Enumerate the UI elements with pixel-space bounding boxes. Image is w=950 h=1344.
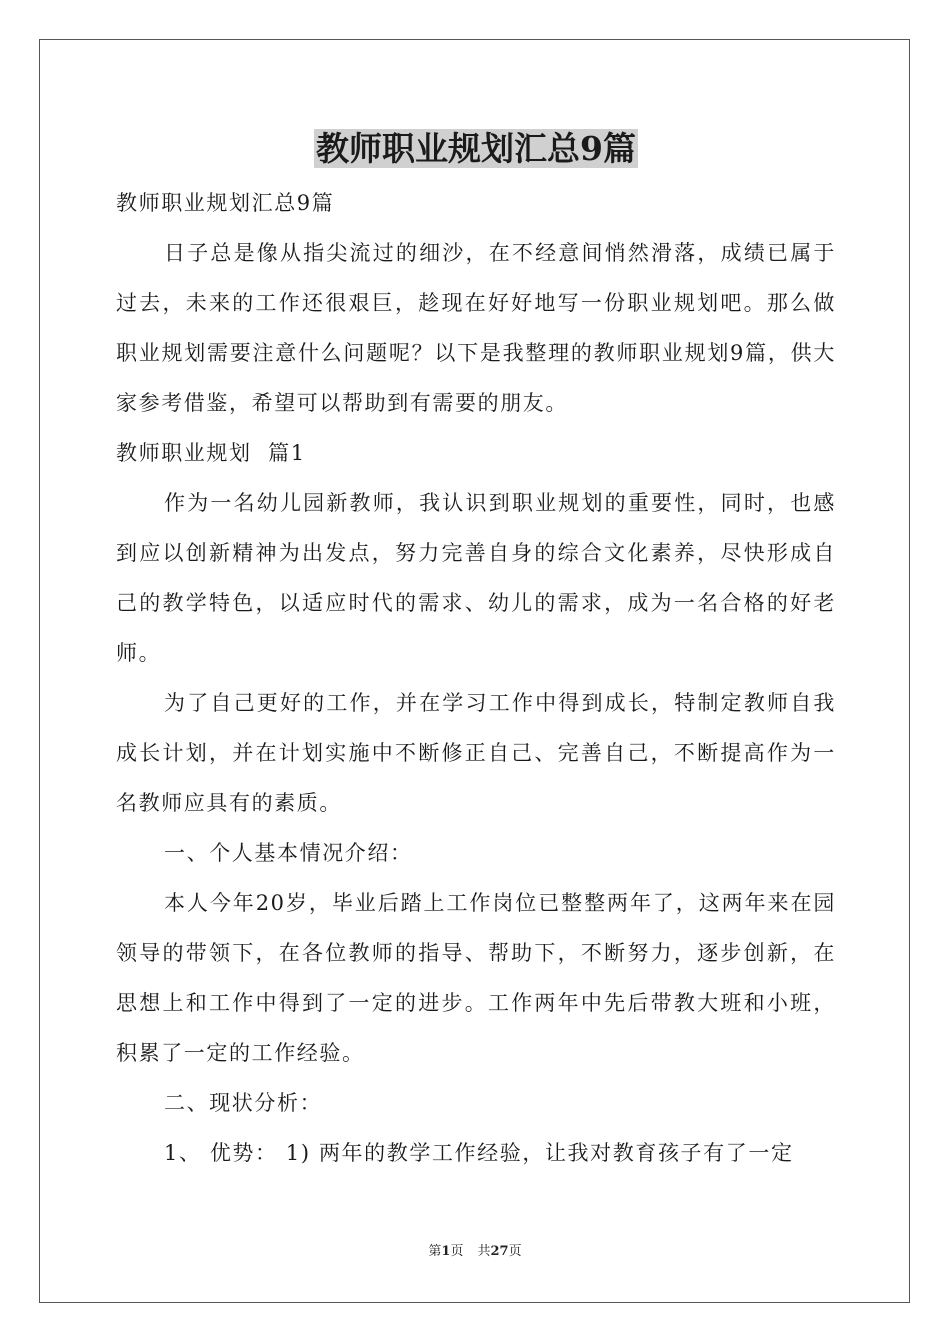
total-label-suffix: 页 [508, 1244, 522, 1259]
document-subtitle: 教师职业规划汇总9篇 [116, 191, 335, 215]
paragraph-intro: 日子总是像从指尖流过的细沙，在不经意间悄然滑落，成绩已属于过去，未来的工作还很艰巨，趁现在好好地写一份职业规划吧。那么做职业规划需要注意什么问题呢？以下是我整理的教师职业规划9篇，供大家参考借鉴，希望可以帮助到有需要的朋友。 [116, 241, 836, 415]
paragraph: 一、个人基本情况介绍： [164, 841, 413, 865]
total-label-prefix: 共 [477, 1244, 491, 1259]
document-title-text: 教师职业规划汇总9篇 [316, 129, 636, 168]
paragraph: 本人今年20岁，毕业后踏上工作岗位已整整两年了，这两年来在园领导的带领下，在各位教师的指导、帮助下，不断努力，逐步创新，在思想上和工作中得到了一定的进步。工作两年中先后带教大班和小班，积累了一定的工作经验。 [116, 891, 836, 1065]
paragraph: 二、现状分析： [164, 1091, 323, 1115]
document-title [116, 124, 836, 174]
paragraph: 作为一名幼儿园新教师，我认识到职业规划的重要性，同时，也感到应以创新精神为出发点，努力完善自身的综合文化素养，尽快形成自己的教学特色，以适应时代的需求、幼儿的需求，成为一名合格的好老师。 [116, 491, 836, 665]
document-body [116, 124, 836, 1178]
page-current: 1 [441, 1244, 451, 1259]
paragraph: 为了自己更好的工作，并在学习工作中得到成长，特制定教师自我成长计划，并在计划实施中不断修正自己、完善自己，不断提高作为一名教师应具有的素质。 [116, 691, 836, 815]
page-footer [0, 1240, 950, 1259]
page-total: 27 [490, 1244, 509, 1259]
section-heading: 教师职业规划 篇1 [116, 441, 306, 465]
page-label-suffix: 页 [450, 1244, 464, 1259]
page-label-prefix: 第 [428, 1244, 442, 1259]
paragraph: 1、 优势： 1) 两年的教学工作经验，让我对教育孩子有了一定 [164, 1141, 794, 1165]
